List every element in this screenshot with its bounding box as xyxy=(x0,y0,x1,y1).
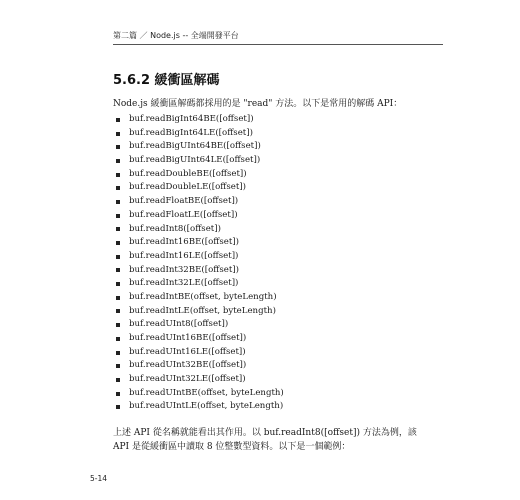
list-item xyxy=(113,291,284,305)
list-item xyxy=(113,305,284,319)
list-item xyxy=(113,332,284,346)
bullet-icon xyxy=(116,392,120,396)
list-item xyxy=(113,140,284,154)
api-item-text: buf.readInt32BE([offset]) xyxy=(129,264,240,275)
outro-line-1: 上述 API 從名稱就能看出其作用。以 buf.readInt8([offset]) 方法為例，該 xyxy=(113,428,417,438)
bullet-icon xyxy=(116,378,120,382)
api-list xyxy=(113,113,284,414)
bullet-icon xyxy=(116,309,120,313)
list-item xyxy=(113,277,284,291)
bullet-icon xyxy=(116,159,120,163)
bullet-icon xyxy=(116,200,120,204)
outro-line-2: API 是從緩衝區中讀取 8 位整數型資料。以下是一個範例： xyxy=(113,442,351,452)
list-item xyxy=(113,168,284,182)
bullet-icon xyxy=(116,145,120,149)
api-item-text: buf.readUIntLE(offset, byteLength) xyxy=(129,401,284,412)
api-item-text: buf.readIntBE(offset, byteLength) xyxy=(129,291,277,302)
api-item-text: buf.readUInt16LE([offset]) xyxy=(129,346,246,357)
list-item xyxy=(113,181,284,195)
bullet-icon xyxy=(116,296,120,300)
list-item xyxy=(113,127,284,141)
bullet-icon xyxy=(116,351,120,355)
list-item xyxy=(113,373,284,387)
list-item xyxy=(113,387,284,401)
api-item-text: buf.readDoubleLE([offset]) xyxy=(129,182,247,193)
list-item xyxy=(113,195,284,209)
bullet-icon xyxy=(116,118,120,122)
list-item xyxy=(113,359,284,373)
list-item xyxy=(113,250,284,264)
bullet-icon xyxy=(116,323,120,327)
list-item xyxy=(113,264,284,278)
bullet-icon xyxy=(116,268,120,272)
bullet-icon xyxy=(116,173,120,177)
section-title: 5.6.2 緩衝區解碼 xyxy=(113,73,220,88)
api-item-text: buf.readBigUInt64LE([offset]) xyxy=(129,155,261,166)
api-item-text: buf.readBigInt64LE([offset]) xyxy=(129,127,253,138)
page-number: 5-14 xyxy=(90,474,108,483)
bullet-icon xyxy=(116,132,120,136)
api-item-text: buf.readFloatLE([offset]) xyxy=(129,209,238,220)
list-item xyxy=(113,318,284,332)
bullet-icon xyxy=(116,255,120,259)
bullet-icon xyxy=(116,214,120,218)
list-item xyxy=(113,209,284,223)
api-item-text: buf.readUInt8([offset]) xyxy=(129,319,229,330)
outro-paragraph xyxy=(113,426,417,454)
list-item xyxy=(113,400,284,414)
bullet-icon xyxy=(116,282,120,286)
api-item-text: buf.readInt32LE([offset]) xyxy=(129,278,239,289)
api-item-text: buf.readDoubleBE([offset]) xyxy=(129,168,247,179)
bullet-icon xyxy=(116,241,120,245)
bullet-icon xyxy=(116,186,120,190)
list-item xyxy=(113,236,284,250)
api-item-text: buf.readUInt32BE([offset]) xyxy=(129,360,247,371)
bullet-icon xyxy=(116,364,120,368)
api-item-text: buf.readBigInt64BE([offset]) xyxy=(129,114,254,124)
api-item-text: buf.readUInt32LE([offset]) xyxy=(129,374,246,385)
list-item xyxy=(113,113,284,127)
running-title: 第二篇 ／ Node.js -- 全端開發平台 xyxy=(113,31,239,40)
bullet-icon xyxy=(116,405,120,409)
api-item-text: buf.readIntLE(offset, byteLength) xyxy=(129,305,276,316)
api-item-text: buf.readInt16BE([offset]) xyxy=(129,237,240,248)
intro-paragraph: Node.js 緩衝區解碼都採用的是 "read" 方法。以下是常用的解碼 API： xyxy=(113,99,403,109)
bullet-icon xyxy=(116,337,120,341)
bullet-icon xyxy=(116,227,120,231)
api-item-text: buf.readUIntBE(offset, byteLength) xyxy=(129,387,284,398)
api-item-text: buf.readUInt16BE([offset]) xyxy=(129,333,247,343)
api-item-text: buf.readFloatBE([offset]) xyxy=(129,196,239,207)
running-header xyxy=(113,30,443,45)
list-item xyxy=(113,223,284,237)
api-item-text: buf.readBigUInt64BE([offset]) xyxy=(129,141,261,152)
api-item-text: buf.readInt8([offset]) xyxy=(129,223,221,234)
api-item-text: buf.readInt16LE([offset]) xyxy=(129,250,239,261)
list-item xyxy=(113,346,284,360)
list-item xyxy=(113,154,284,168)
